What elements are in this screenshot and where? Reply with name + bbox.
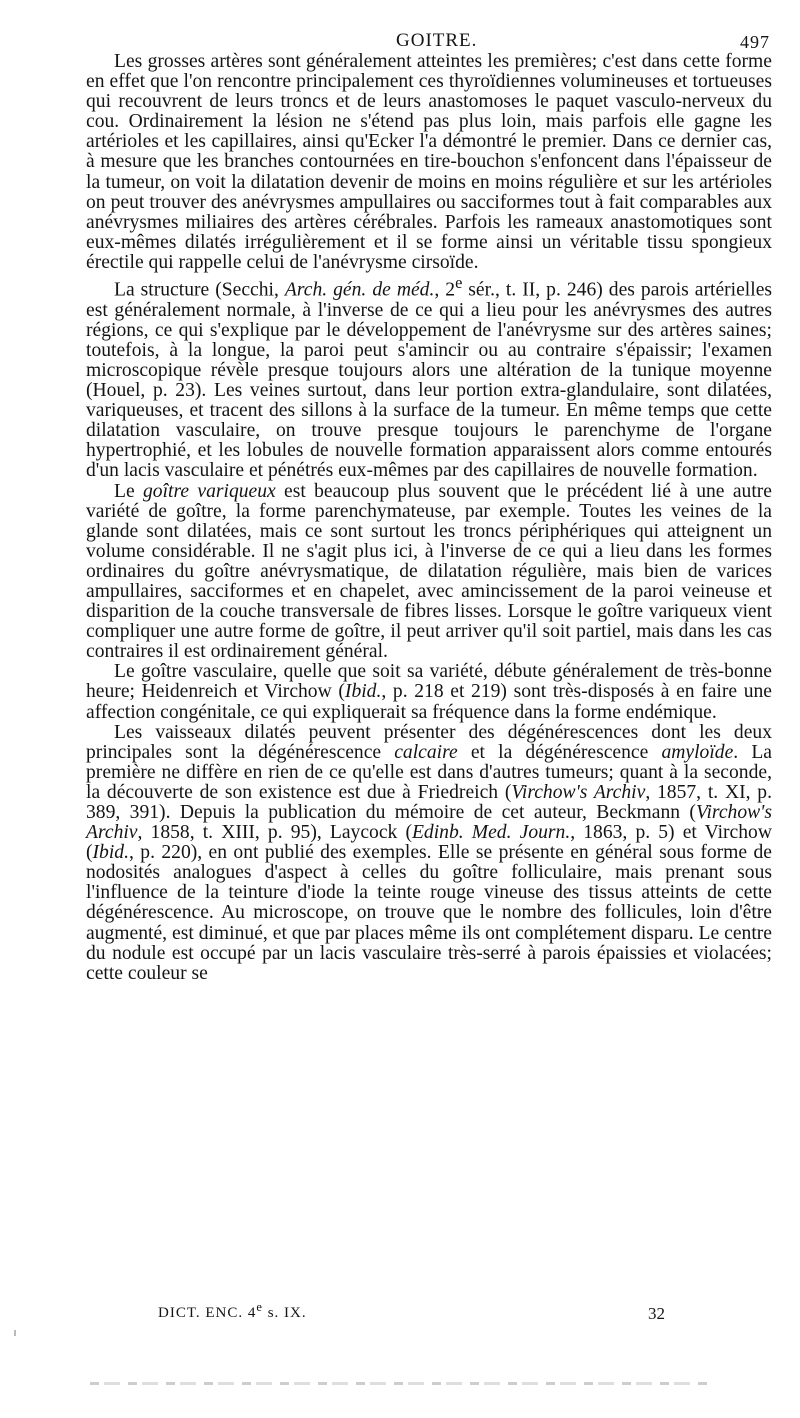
text-run: et la dégénérescence bbox=[457, 741, 662, 763]
signature-superscript: e bbox=[256, 1300, 263, 1314]
text-run: , p. 218 et 219) sont très-disposés à en faire une affection congénitale, ce qui expliquerait sa fréquence dans la forme endémique. bbox=[86, 681, 772, 723]
sheet-number: 32 bbox=[648, 1304, 665, 1323]
italic-text: goître variqueux bbox=[142, 480, 276, 502]
running-title: GOITRE. bbox=[396, 30, 478, 51]
italic-text: Arch. gén. de méd. bbox=[284, 279, 435, 301]
italic-text: calcaire bbox=[394, 741, 458, 763]
italic-text: Ibid. bbox=[92, 842, 129, 864]
body-text bbox=[86, 52, 772, 984]
paragraph-1 bbox=[86, 52, 772, 273]
italic-text: Ibid. bbox=[344, 681, 382, 703]
text-run: Le bbox=[114, 480, 143, 502]
printer-signature bbox=[158, 1300, 307, 1322]
text-run: , 2 bbox=[434, 279, 456, 301]
signature-suffix: s. IX. bbox=[262, 1305, 307, 1321]
text-run: La structure (Secchi, bbox=[114, 279, 285, 301]
text-run: , 1857, t. XI, p. 389, 391). Depuis la publication du mémoire de cet auteur, Beckmann ( bbox=[86, 781, 772, 823]
signature-prefix: DICT. ENC. 4 bbox=[158, 1305, 257, 1321]
italic-text: Virchow's Archiv bbox=[86, 802, 772, 844]
paragraph-4 bbox=[86, 662, 772, 722]
text-run: , 1858, t. XIII, p. 95), Laycock ( bbox=[137, 822, 412, 844]
page-number: 497 bbox=[740, 32, 770, 52]
bleed-through-line bbox=[90, 1382, 710, 1385]
text-run: sér., t. II, p. 246) des parois artérielles est généralement normale, à l'inverse de ce qui a lieu pour les anévrysmes des autres régions, ce qui s'explique par le développement de l'anévrysme sur des artères saines; toutefois, à la longue, la paroi peut s'amincir ou au contraire s'épaissir; l'examen microscopique révèle presque toujours alors une altération de la tunique moyenne (Houel, p. 23). Les veines surtout, dans leur portion extra-glandulaire, sont dilatées, variqueuses, et tracent des sillons à la surface de la tumeur. En même temps que cette dilatation vasculaire, on trouve presque toujours le parenchyme de l'organe hypertrophié, et les lobules de nouvelle formation apparaissent alors comme entourés d'un lacis vasculaire et pénétrés eux-mêmes par des capillaires de nouvelle formation. bbox=[86, 279, 773, 482]
text-run: . La première ne diffère en rien de ce qu'elle est dans d'autres tumeurs; quant à la seconde, la découverte de son existence est due à Friedreich ( bbox=[86, 741, 772, 803]
italic-text: Virchow's Archiv bbox=[511, 781, 646, 803]
text-run: Le goître vasculaire, quelle que soit sa variété, débute généralement de très-bonne heure; Heidenreich et Virchow ( bbox=[86, 661, 772, 703]
superscript: e bbox=[455, 273, 463, 293]
paragraph-2 bbox=[86, 273, 772, 481]
text-run: est beaucoup plus souvent que le précédent lié à une autre variété de goître, la forme parenchymateuse, par exemple. Toutes les veines de la glande sont dilatées, mais ce sont surtout les troncs périphériques qui atteignent un volume considérable. Il ne s'agit plus ici, à l'inverse de ce qui a lieu dans les formes ordinaires du goître anévrysmatique, de dilatation régulière, mais bien de varices ampullaires, sacciformes et en chapelet, avec amincissement de la paroi veineuse et disparition de la couche transversale de fibres lisses. Lorsque le goître variqueux vient compliquer une autre forme de goître, il peut arriver qu'il soit partiel, mais dans les cas contraires il est ordinairement général. bbox=[86, 480, 772, 663]
text-run: Les grosses artères sont généralement atteintes les premières; c'est dans cette forme en effet que l'on rencontre principalement ces thyroïdiennes volumineuses et tortueuses qui recouvrent de leurs troncs et de leurs anastomoses le paquet vasculo-nerveux du cou. Ordinairement la lésion ne s'étend pas plus loin, mais parfois elle gagne les artérioles et les capillaires, ainsi qu'Ecker l'a démontré le premier. Dans ce dernier cas, à mesure que les branches contournées en tire-bouchon s'enfoncent dans l'épaisseur de la tumeur, on voit la dilatation devenir de moins en moins régulière et sur les artérioles on peut trouver des anévrysmes ampullaires ou sacciformes tout à fait comparables aux anévrysmes miliaires des artères cérébrales. Parfois les rameaux anastomotiques sont eux-mêmes dilatés irrégulièrement et il se forme ainsi un véritable tissu spongieux érectile qui rappelle celui de l'anévrysme cirsoïde. bbox=[86, 51, 772, 273]
text-run: , p. 220), en ont publié des exemples. Elle se présente en général sous forme de nodosités analogues d'aspect à celles du goître folliculaire, mais prenant sous l'influence de la teinture d'iode la teinte rouge vineuse des tissus atteints de cette dégénérescence. Au microscope, on trouve que le nombre des follicules, loin d'être augmenté, est diminué, et que par places même ils ont complétement disparu. Le centre du nodule est occupé par un lacis vasculaire très-serré à parois épaissies et violacées; cette couleur se bbox=[86, 842, 772, 984]
paragraph-3 bbox=[86, 482, 772, 663]
text-run: , 1863, p. 5) et Virchow ( bbox=[86, 822, 772, 864]
italic-text: amyloïde bbox=[661, 741, 734, 763]
paragraph-5 bbox=[86, 723, 772, 984]
paper-speck bbox=[14, 1330, 16, 1336]
text-run: Les vaisseaux dilatés peuvent présenter des dégénérescences dont les deux principales sont la dégénérescence bbox=[86, 721, 772, 763]
italic-text: Edinb. Med. Journ. bbox=[411, 822, 571, 844]
